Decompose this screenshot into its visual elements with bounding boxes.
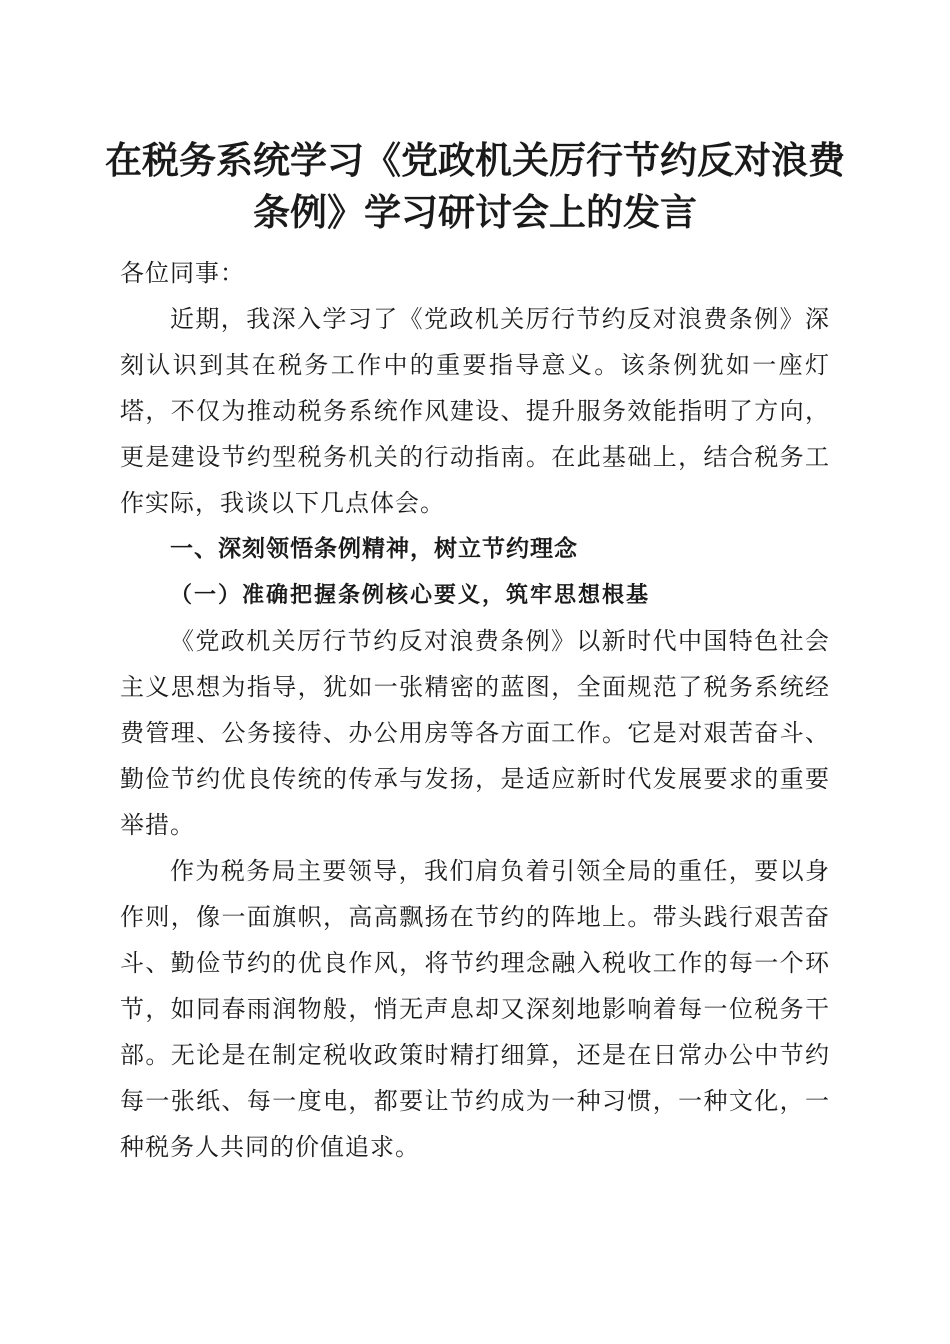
- title-line-1: 在税务系统学习《党政机关厉行节约反对浪费: [105, 138, 845, 182]
- document-body: [120, 250, 830, 1170]
- salutation: 各位同事：: [120, 259, 245, 287]
- title-line-2: 条例》学习研讨会上的发言: [253, 190, 697, 234]
- subsection-heading-1: （一）准确把握条例核心要义，筑牢思想根基: [170, 582, 651, 608]
- paragraph-intro: 近期，我深入学习了《党政机关厉行节约反对浪费条例》深刻认识到其在税务工作中的重要指导意义。该条例犹如一座灯塔，不仅为推动税务系统作风建设、提升服务效能指明了方向，更是建设节约型税务机关的行动指南。在此基础上，结合税务工作实际，我谈以下几点体会。: [120, 305, 830, 517]
- paragraph-leadership: 作为税务局主要领导，我们肩负着引领全局的重任，要以身作则，像一面旗帜，高高飘扬在节约的阵地上。带头践行艰苦奋斗、勤俭节约的优良作风，将节约理念融入税收工作的每一个环节，如同春雨润物般，悄无声息却又深刻地影响着每一位税务干部。无论是在制定税收政策时精打细算，还是在日常办公中节约每一张纸、每一度电，都要让节约成为一种习惯，一种文化，一种税务人共同的价值追求。: [120, 857, 830, 1161]
- document-title: [100, 134, 850, 238]
- section-heading-1: 一、深刻领悟条例精神，树立节约理念: [170, 536, 578, 562]
- paragraph-regulation: 《党政机关厉行节约反对浪费条例》以新时代中国特色社会主义思想为指导，犹如一张精密的蓝图，全面规范了税务系统经费管理、公务接待、办公用房等各方面工作。它是对艰苦奋斗、勤俭节约优良传统的传承与发扬，是适应新时代发展要求的重要举措。: [120, 627, 830, 839]
